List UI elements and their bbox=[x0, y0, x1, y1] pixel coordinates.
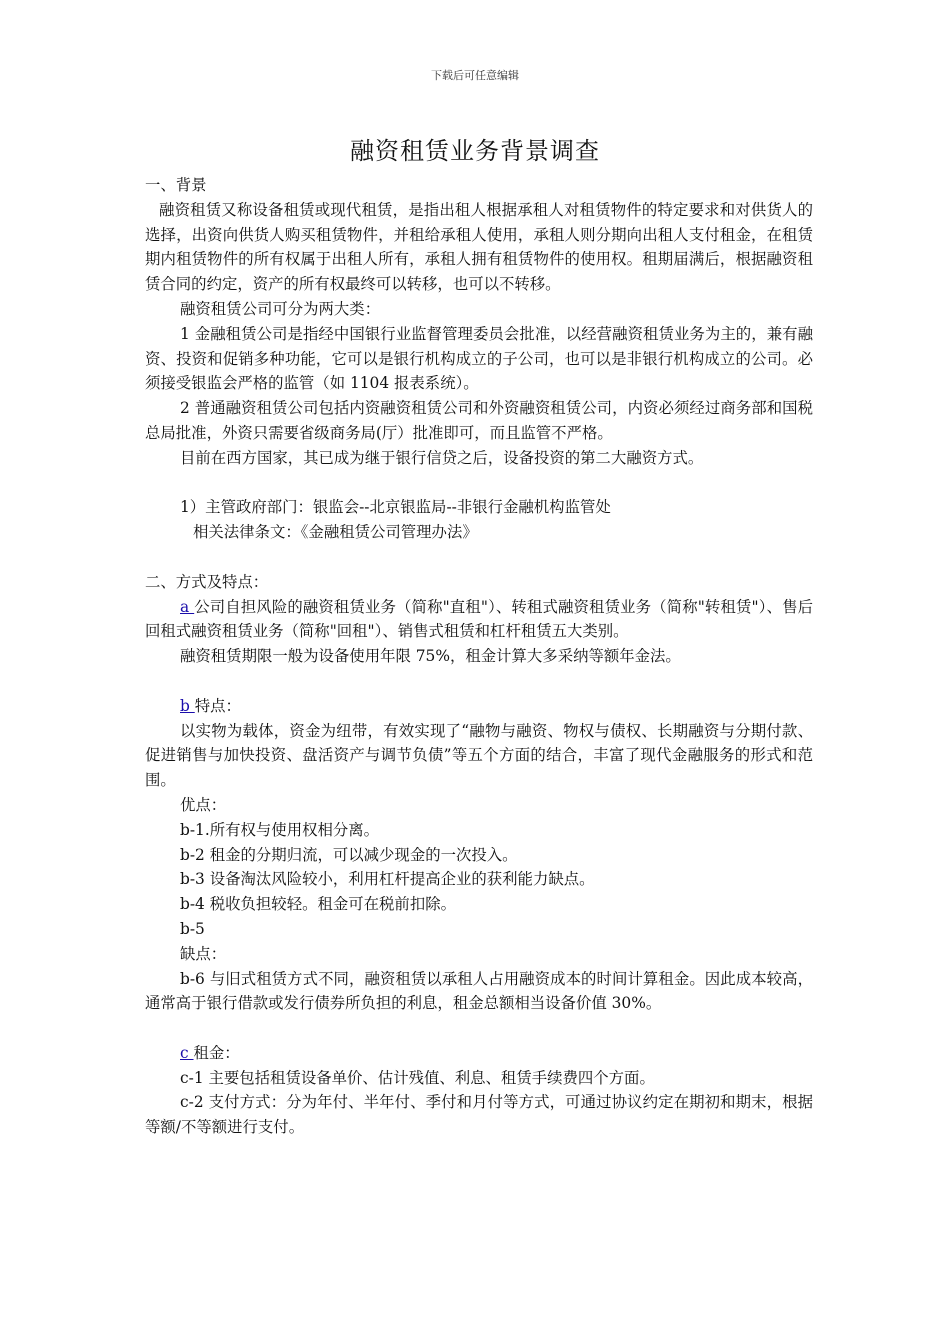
list-item-b4: b-4 税收负担较轻。租金可在税前扣除。 bbox=[180, 895, 456, 914]
paragraph-regulator: 1）主管政府部门：银监会--北京银监局--非银行金融机构监管处 bbox=[180, 498, 611, 517]
list-item-b1: b-1.所有权与使用权相分离。 bbox=[180, 820, 380, 839]
list-item-b5: b-5 bbox=[180, 919, 205, 938]
paragraph-a-types bbox=[145, 595, 813, 645]
section-heading-methods: 二、方式及特点： bbox=[145, 572, 269, 591]
list-item-b3: b-3 设备淘汰风险较小，利用杠杆提高企业的获利能力缺点。 bbox=[180, 870, 595, 889]
document-body bbox=[145, 173, 813, 1140]
section-heading-background: 一、背景 bbox=[145, 176, 207, 194]
link-a[interactable]: a bbox=[180, 597, 195, 616]
list-item-c1: c-1 主要包括租赁设备单价、估计残值、利息、租赁手续费四个方面。 bbox=[180, 1068, 655, 1087]
paragraph-c-heading bbox=[145, 1041, 813, 1066]
paragraph-a-text: 公司自担风险的融资租赁业务（简称"直租"）、转租式融资租赁业务（简称"转租赁"）、售后回租式融资租赁业务（简称"回租"）、销售式租赁和杠杆租赁五大类别。 bbox=[145, 597, 813, 641]
list-item-b6: b-6 与旧式租赁方式不同，融资租赁以承租人占用融资成本的时间计算租金。因此成本较高，通常高于银行借款或发行债券所负担的利息，租金总额相当设备价值 30%。 bbox=[145, 969, 813, 1013]
blank-line bbox=[145, 471, 813, 496]
paragraph-a-term: 融资租赁期限一般为设备使用年限 75%，租金计算大多采纳等额年金法。 bbox=[180, 647, 681, 666]
paragraph-b-features: 以实物为载体，资金为纽带，有效实现了“融物与融资、物权与债权、长期融资与分期付款、促进销售与加快投资、盘活资产与调节负债”等五个方面的结合，丰富了现代金融服务的形式和范围。 bbox=[145, 721, 813, 790]
blank-line bbox=[145, 669, 813, 694]
list-item-b2: b-2 租金的分期归流，可以减少现金的一次投入。 bbox=[180, 845, 518, 864]
paragraph-c-heading-text: 租金： bbox=[193, 1043, 240, 1062]
blank-line bbox=[145, 1016, 813, 1041]
paragraph-categories-intro: 融资租赁公司可分为两大类： bbox=[180, 299, 381, 318]
document-title: 融资租赁业务背景调查 bbox=[350, 137, 600, 165]
list-item-c2: c-2 支付方式：分为年付、半年付、季付和月付等方式，可通过协议约定在期初和期末，根据等额/不等额进行支付。 bbox=[145, 1093, 813, 1137]
link-c[interactable]: c bbox=[180, 1043, 194, 1062]
blank-line bbox=[145, 545, 813, 570]
paragraph-general-leasing: 2 普通融资租赁公司包括内资融资租赁公司和外资融资租赁公司，内资必须经过商务部和国税总局批准，外资只需要省级商务局(厅）批准即可，而且监管不严格。 bbox=[145, 399, 813, 442]
paragraph-western-status: 目前在西方国家，其已成为继于银行信贷之后，设备投资的第二大融资方式。 bbox=[180, 448, 704, 467]
paragraph-financial-leasing: 1 金融租赁公司是指经中国银行业监督管理委员会批准，以经营融资租赁业务为主的，兼有融资、投资和促销多种功能，它可以是银行机构成立的子公司，也可以是非银行机构成立的公司。必须接受银监会严格的监管（如 1104 报表系统）。 bbox=[145, 324, 813, 393]
link-b[interactable]: b bbox=[180, 696, 195, 715]
paragraph-definition: 融资租赁又称设备租赁或现代租赁，是指出租人根据承租人对租赁物件的特定要求和对供货人的选择，出资向供货人购买租赁物件，并租给承租人使用，承租人则分期向出租人支付租金，在租赁期内租赁物件的所有权属于出租人所有，承租人拥有租赁物件的使用权。租期届满后，根据融资租赁合同的约定，资产的所有权最终可以转移，也可以不转移。 bbox=[145, 200, 813, 294]
paragraph-cons-heading: 缺点： bbox=[180, 944, 227, 963]
paragraph-b-heading-text: 特点： bbox=[194, 696, 241, 715]
paragraph-pros-heading: 优点： bbox=[180, 795, 227, 814]
paragraph-b-heading bbox=[145, 694, 813, 719]
header-note: 下载后可任意编辑 bbox=[431, 69, 519, 82]
paragraph-law: 相关法律条文：《金融租赁公司管理办法》 bbox=[193, 523, 478, 542]
